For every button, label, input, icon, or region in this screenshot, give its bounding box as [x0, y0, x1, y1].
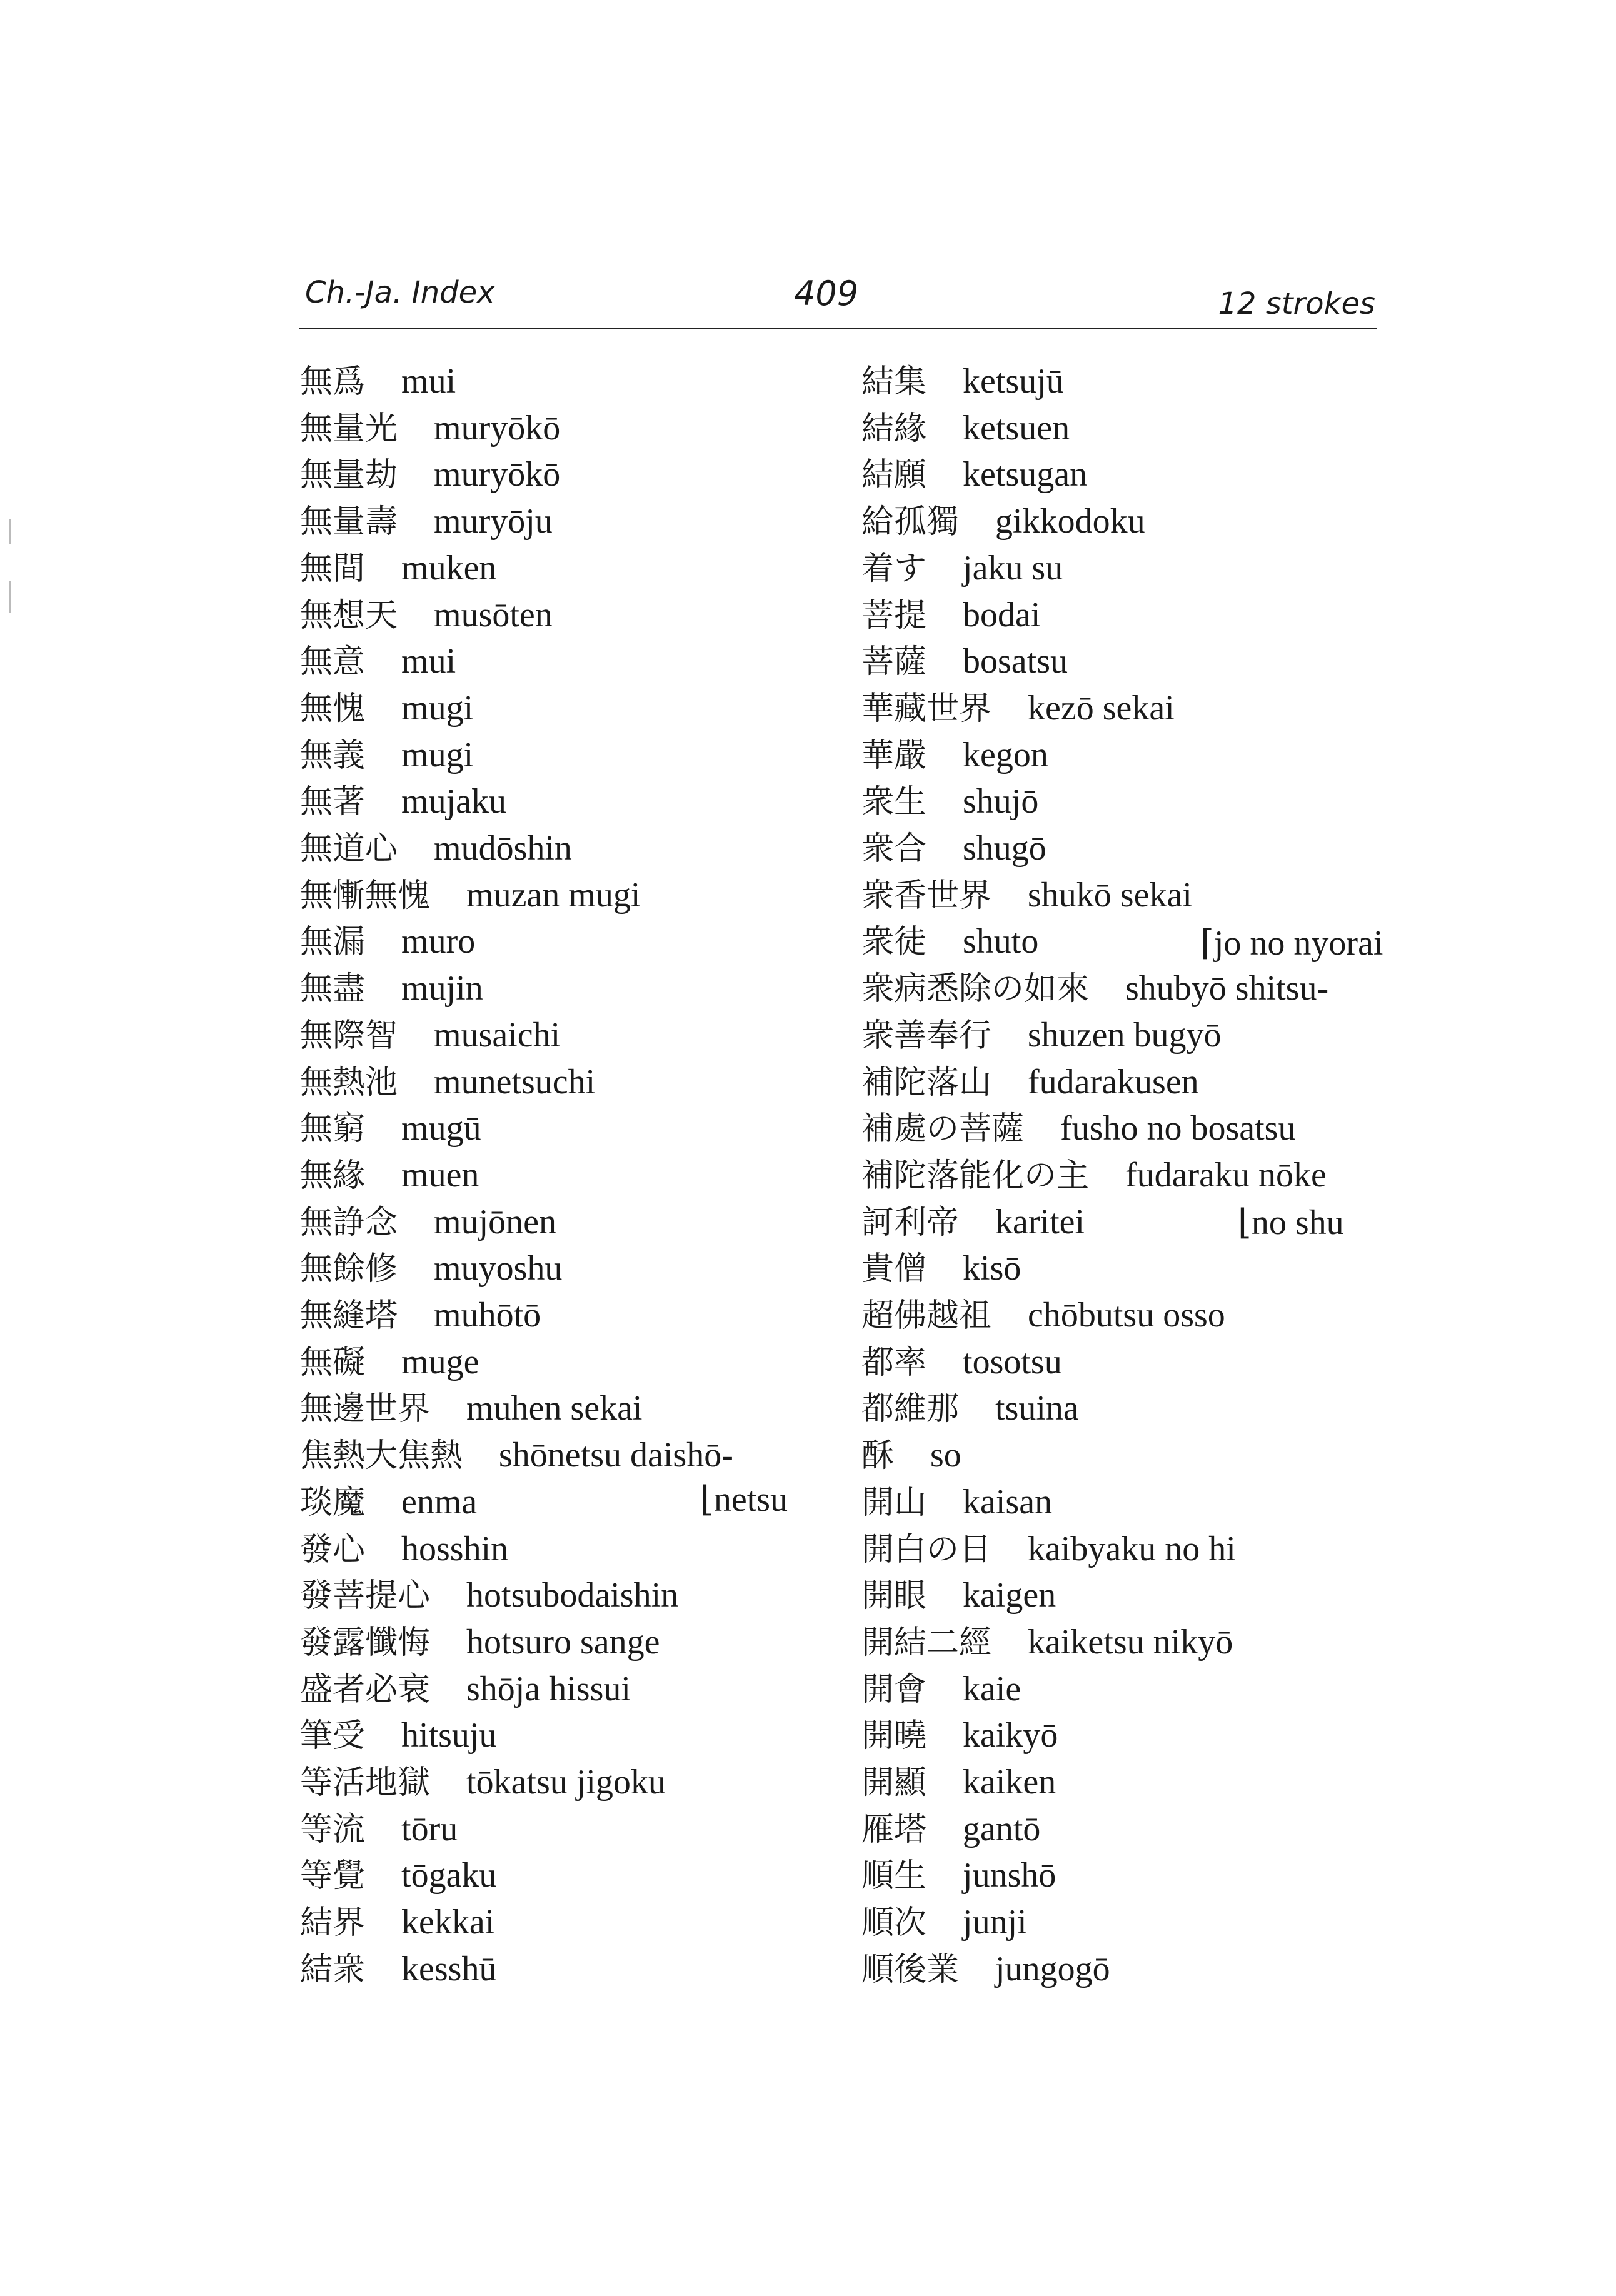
entry-chinese: 都維那: [861, 1390, 960, 1428]
entry-romaji: mui: [401, 362, 456, 401]
entry-chinese: 結願: [861, 456, 927, 494]
index-entry: [300, 1572, 678, 1618]
entry-chinese: 開曉: [861, 1717, 927, 1755]
header-rule: [299, 328, 1377, 329]
index-entry: [300, 1805, 458, 1852]
entry-chinese: 結界: [300, 1904, 366, 1942]
entry-chinese: 無道心: [300, 830, 398, 868]
index-entry: [300, 1105, 481, 1151]
entry-chinese: 無量劫: [300, 456, 398, 494]
continuation-no-shu: ⌊no shu: [1238, 1203, 1344, 1242]
scan-mark: [9, 581, 11, 613]
index-entry: [300, 778, 506, 825]
index-entry: [861, 1385, 1079, 1431]
entry-romaji: jungogō: [995, 1949, 1110, 1988]
entry-romaji: tōgaku: [401, 1856, 497, 1895]
entry-chinese: 無餘修: [300, 1250, 398, 1288]
entry-romaji: musaichi: [434, 1015, 561, 1055]
index-entry: [300, 1151, 479, 1198]
entry-romaji: muen: [401, 1155, 479, 1195]
entry-romaji: jaku su: [963, 548, 1063, 588]
entry-romaji: gantō: [963, 1809, 1041, 1848]
entry-romaji: ketsujū: [963, 362, 1064, 401]
index-entry: [861, 1758, 1056, 1805]
entry-chinese: 無慚無愧: [300, 876, 431, 915]
entry-romaji: hosshin: [401, 1529, 509, 1568]
page-header: [305, 269, 1375, 331]
page-number: 409: [794, 274, 859, 313]
entry-chinese: 結集: [861, 363, 927, 401]
entry-chinese: 補陀落能化の主: [861, 1156, 1090, 1195]
entry-romaji: shujō: [963, 782, 1039, 821]
index-entry: [861, 684, 1175, 731]
entry-chinese: 無礙: [300, 1343, 366, 1381]
entry-chinese: 無量光: [300, 409, 398, 448]
index-entry: [861, 1478, 1052, 1525]
index-entry: [861, 638, 1068, 684]
entry-chinese: 給孤獨: [861, 503, 960, 541]
entry-romaji: mugū: [401, 1109, 481, 1148]
entry-romaji: junji: [963, 1903, 1027, 1942]
index-entry: [300, 498, 553, 544]
index-entry: [300, 1665, 631, 1712]
entry-chinese: 筆受: [300, 1717, 366, 1755]
entry-chinese: 無邊世界: [300, 1390, 431, 1428]
entry-romaji: kaie: [963, 1669, 1021, 1708]
entry-romaji: muzan mugi: [466, 875, 641, 915]
entry-chinese: 衆生: [861, 783, 927, 821]
entry-chinese: 無緣: [300, 1156, 366, 1195]
entry-chinese: 無著: [300, 783, 366, 821]
entry-romaji: so: [930, 1436, 961, 1475]
entry-romaji: karitei: [995, 1202, 1085, 1241]
entry-chinese: 衆合: [861, 830, 927, 868]
entry-chinese: 順生: [861, 1857, 927, 1895]
index-entry: [300, 451, 560, 498]
entry-romaji: hitsuju: [401, 1716, 497, 1755]
entry-chinese: 開山: [861, 1483, 927, 1521]
entry-chinese: 無諍念: [300, 1203, 398, 1241]
index-entry: [861, 1665, 1021, 1712]
index-entry: [861, 1525, 1236, 1572]
entry-chinese: 等覺: [300, 1857, 366, 1895]
entry-romaji: muyoshu: [434, 1249, 563, 1288]
entry-chinese: 貴僧: [861, 1250, 927, 1288]
index-entry: [861, 1945, 1110, 1992]
index-entry: [861, 1338, 1062, 1385]
entry-romaji: bodai: [963, 595, 1041, 634]
index-entry: [861, 731, 1048, 778]
entry-romaji: munetsuchi: [434, 1062, 596, 1101]
index-entry: [300, 1385, 643, 1431]
index-entry: [300, 1852, 496, 1898]
entry-chinese: 焦熱大焦熱: [300, 1437, 463, 1475]
index-entry: [861, 1105, 1295, 1151]
index-entry: [861, 918, 1038, 965]
running-head-strokes: 12 strokes: [1218, 286, 1375, 321]
entry-romaji: shōnetsu daishō-: [499, 1436, 733, 1475]
entry-chinese: 無際智: [300, 1016, 398, 1055]
entry-chinese: 無盡: [300, 970, 366, 1008]
entry-romaji: mujaku: [401, 782, 506, 821]
index-entry: [861, 1805, 1040, 1852]
index-entry: [861, 544, 1063, 591]
entry-chinese: 都率: [861, 1343, 927, 1381]
index-entry: [861, 1572, 1056, 1618]
entry-romaji: muryōkō: [434, 408, 561, 448]
entry-romaji: shōja hissui: [466, 1669, 631, 1708]
entry-romaji: gikkodoku: [995, 502, 1145, 541]
scan-mark: [9, 519, 11, 544]
index-entry: [861, 1431, 961, 1478]
entry-chinese: 酥: [861, 1437, 895, 1475]
entry-chinese: 衆善奉行: [861, 1016, 992, 1055]
entry-romaji: mugi: [401, 688, 474, 728]
index-entry: [861, 451, 1087, 498]
index-entry: [300, 1712, 496, 1758]
index-entry: [861, 1291, 1225, 1338]
index-entry: [300, 918, 475, 965]
index-entry: [300, 1758, 666, 1805]
index-entry: [861, 404, 1070, 451]
index-entry: [300, 1525, 508, 1572]
entry-romaji: muhōtō: [434, 1296, 541, 1335]
entry-romaji: hotsuro sange: [466, 1622, 660, 1662]
entry-chinese: 衆徒: [861, 923, 927, 961]
running-head-title: Ch.-Ja. Index: [305, 275, 495, 310]
index-entry: [300, 825, 572, 871]
index-entry: [861, 1852, 1056, 1898]
entry-romaji: fusho no bosatsu: [1060, 1109, 1296, 1148]
entry-romaji: tsuina: [995, 1389, 1079, 1428]
entry-romaji: kaigen: [963, 1576, 1056, 1615]
entry-romaji: kaibyaku no hi: [1028, 1529, 1236, 1568]
entry-chinese: 等流: [300, 1810, 366, 1848]
entry-romaji: muhen sekai: [466, 1389, 643, 1428]
index-entry: [300, 1011, 560, 1058]
entry-chinese: 無意: [300, 643, 366, 681]
index-entry: [300, 544, 496, 591]
entry-romaji: mujōnen: [434, 1202, 556, 1241]
index-entry: [300, 1431, 733, 1478]
entry-chinese: 華藏世界: [861, 689, 992, 728]
index-entry: [300, 731, 473, 778]
entry-chinese: 補陀落山: [861, 1063, 992, 1101]
entry-chinese: 等活地獄: [300, 1764, 431, 1802]
index-entry: [300, 1291, 541, 1338]
entry-romaji: muken: [401, 548, 497, 588]
entry-romaji: kesshū: [401, 1949, 497, 1988]
entry-chinese: 開結二經: [861, 1623, 992, 1662]
entry-romaji: ketsugan: [963, 455, 1088, 494]
index-entry: [861, 1245, 1021, 1291]
entry-chinese: 補處の菩薩: [861, 1110, 1025, 1148]
index-entry: [861, 1898, 1027, 1945]
entry-romaji: musōten: [434, 595, 553, 634]
entry-romaji: kegon: [963, 735, 1048, 775]
index-entry: [300, 1945, 496, 1992]
entry-romaji: muro: [401, 922, 476, 961]
entry-chinese: 訶利帝: [861, 1203, 960, 1241]
index-entry: [861, 358, 1064, 404]
index-entry: [300, 1478, 477, 1525]
entry-chinese: 無漏: [300, 923, 366, 961]
index-entry: [861, 1151, 1327, 1198]
entry-romaji: shukō sekai: [1028, 875, 1192, 915]
entry-romaji: junshō: [963, 1856, 1056, 1895]
entry-chinese: 結緣: [861, 409, 927, 448]
index-entry: [300, 871, 640, 918]
index-entry: [861, 825, 1046, 871]
index-entry: [861, 498, 1145, 544]
entry-romaji: fudaraku nōke: [1125, 1155, 1327, 1195]
entry-romaji: kisō: [963, 1249, 1021, 1288]
entry-chinese: 着す: [861, 549, 927, 588]
entry-chinese: 結衆: [300, 1950, 366, 1988]
index-entry: [300, 684, 473, 731]
entry-romaji: enma: [401, 1482, 478, 1521]
entry-romaji: bosatsu: [963, 642, 1068, 681]
entry-romaji: kekkai: [401, 1903, 495, 1942]
entry-romaji: tōru: [401, 1809, 458, 1848]
entry-chinese: 無間: [300, 549, 366, 588]
index-entry: [300, 358, 456, 404]
index-entry: [861, 871, 1192, 918]
entry-romaji: kaikyō: [963, 1716, 1058, 1755]
entry-romaji: tosotsu: [963, 1342, 1062, 1381]
entry-romaji: mugi: [401, 735, 474, 775]
entry-chinese: 超佛越祖: [861, 1297, 992, 1335]
index-entry: [861, 1198, 1085, 1245]
entry-chinese: 開白の日: [861, 1530, 992, 1568]
index-entry: [861, 1712, 1058, 1758]
index-entry: [861, 1058, 1199, 1105]
entry-romaji: muryōju: [434, 502, 553, 541]
entry-romaji: shuzen bugyō: [1028, 1015, 1222, 1055]
entry-chinese: 無愧: [300, 689, 366, 728]
entry-chinese: 無窮: [300, 1110, 366, 1148]
entry-romaji: tōkatsu jigoku: [466, 1763, 666, 1802]
index-entry: [300, 1618, 660, 1665]
entry-romaji: ketsuen: [963, 408, 1070, 448]
entry-chinese: 無爲: [300, 363, 366, 401]
entry-chinese: 菩提: [861, 596, 927, 634]
index-entry: [300, 1338, 479, 1385]
continuation-jo-no-nyorai: ⌈jo no nyorai: [1200, 924, 1383, 963]
entry-chinese: 琰魔: [300, 1483, 366, 1521]
entry-romaji: kaiketsu nikyō: [1028, 1622, 1233, 1662]
index-entry: [300, 591, 553, 638]
entry-romaji: chōbutsu osso: [1028, 1296, 1225, 1335]
entry-romaji: kaisan: [963, 1482, 1053, 1521]
entry-chinese: 順次: [861, 1904, 927, 1942]
entry-chinese: 華嚴: [861, 736, 927, 775]
entry-chinese: 無想天: [300, 596, 398, 634]
entry-romaji: kaiken: [963, 1763, 1056, 1802]
entry-romaji: shubyō shitsu-: [1125, 969, 1329, 1008]
entry-chinese: 順後業: [861, 1950, 960, 1988]
entry-chinese: 無量壽: [300, 503, 398, 541]
entry-romaji: fudarakusen: [1028, 1062, 1199, 1101]
entry-chinese: 菩薩: [861, 643, 927, 681]
entry-chinese: 衆香世界: [861, 876, 992, 915]
index-entry: [300, 1245, 562, 1291]
entry-romaji: shuto: [963, 922, 1039, 961]
entry-romaji: muryōkō: [434, 455, 561, 494]
entry-chinese: 無義: [300, 736, 366, 775]
index-entry: [300, 638, 456, 684]
index-entry: [861, 965, 1328, 1011]
index-entry: [300, 404, 560, 451]
entry-romaji: mui: [401, 642, 456, 681]
index-entry: [861, 778, 1038, 825]
index-entry: [300, 965, 483, 1011]
entry-chinese: 開顯: [861, 1764, 927, 1802]
entry-romaji: shugō: [963, 829, 1046, 868]
entry-chinese: 無縫塔: [300, 1297, 398, 1335]
entry-chinese: 發菩提心: [300, 1577, 431, 1615]
entry-chinese: 發露懺悔: [300, 1623, 431, 1662]
index-entry: [861, 591, 1040, 638]
index-entry: [300, 1898, 494, 1945]
entry-chinese: 雁塔: [861, 1810, 927, 1848]
continuation-netsu: ⌊netsu: [700, 1480, 788, 1519]
index-entry: [300, 1058, 595, 1105]
entry-romaji: kezō sekai: [1028, 688, 1175, 728]
entry-romaji: mujin: [401, 969, 483, 1008]
entry-romaji: hotsubodaishin: [466, 1576, 679, 1615]
entry-romaji: mudōshin: [434, 829, 572, 868]
entry-chinese: 開眼: [861, 1577, 927, 1615]
entry-chinese: 發心: [300, 1530, 366, 1568]
index-entry: [300, 1198, 556, 1245]
entry-chinese: 開會: [861, 1670, 927, 1708]
entry-chinese: 無熱池: [300, 1063, 398, 1101]
entry-chinese: 盛者必衰: [300, 1670, 431, 1708]
entry-romaji: muge: [401, 1342, 479, 1381]
entry-chinese: 衆病悉除の如來: [861, 970, 1090, 1008]
index-entry: [861, 1011, 1222, 1058]
index-entry: [861, 1618, 1233, 1665]
